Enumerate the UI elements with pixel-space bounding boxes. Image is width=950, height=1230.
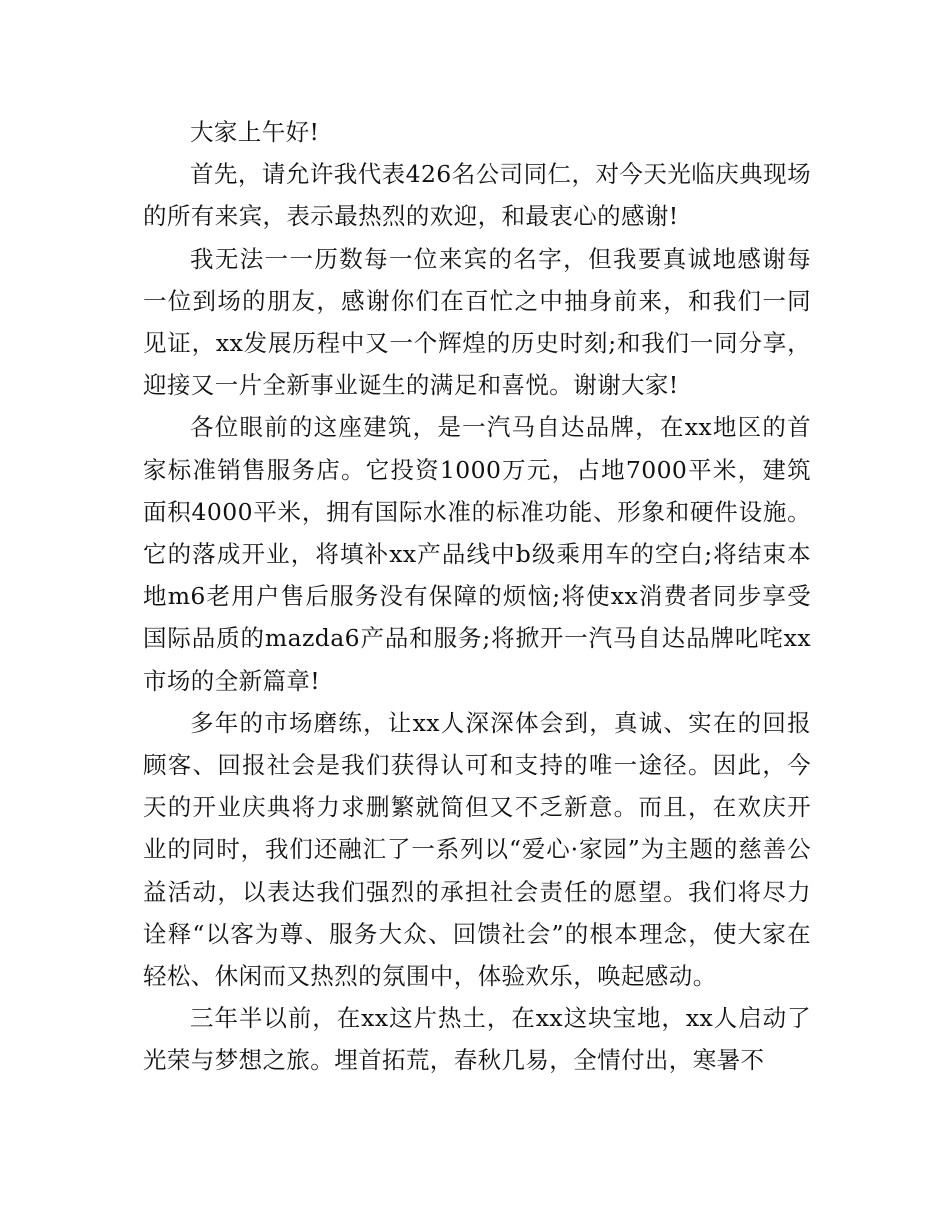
welcome-paragraph: 首先，请允许我代表426名公司同仁，对今天光临庆典现场的所有来宾，表示最热烈的欢迎，和最衷心的感谢!	[143, 160, 811, 231]
market-paragraph: 多年的市场磨练，让xx人深深体会到，真诚、实在的回报顾客、回报社会是我们获得认可和支持的唯一途径。因此，今天的开业庆典将力求删繁就简但又不乏新意。而且，在欢庆开业的同时，我们还融汇了一系列以“爱心·家园”为主题的慈善公益活动，以表达我们强烈的承担社会责任的愿望。我们将尽力诠释“以客为尊、服务大众、回馈社会”的根本理念，使大家在轻松、休闲而又热烈的氛围中，体验欢乐，唤起感动。	[143, 708, 811, 991]
thanks-paragraph: 我无法一一历数每一位来宾的名字，但我要真诚地感谢每一位到场的朋友，感谢你们在百忙之中抽身前来，和我们一同见证，xx发展历程中又一个辉煌的历史时刻;和我们一同分享，迎接又一片全新事业诞生的满足和喜悦。谢谢大家!	[143, 244, 811, 400]
history-paragraph: 三年半以前，在xx这片热土，在xx这块宝地，xx人启动了光荣与梦想之旅。埋首拓荒，春秋几易，全情付出，寒暑不	[143, 1004, 811, 1075]
building-paragraph: 各位眼前的这座建筑，是一汽马自达品牌，在xx地区的首家标准销售服务店。它投资1000万元，占地7000平米，建筑面积4000平米，拥有国际水准的标准功能、形象和硬件设施。它的落成开业，将填补xx产品线中b级乘用车的空白;将结束本地m6老用户售后服务没有保障的烦恼;将使xx消费者同步享受国际品质的mazda6产品和服务;将掀开一汽马自达品牌叱咤xx市场的全新篇章!	[143, 413, 811, 695]
document-body	[143, 111, 811, 1082]
greeting-paragraph: 大家上午好!	[190, 118, 320, 146]
